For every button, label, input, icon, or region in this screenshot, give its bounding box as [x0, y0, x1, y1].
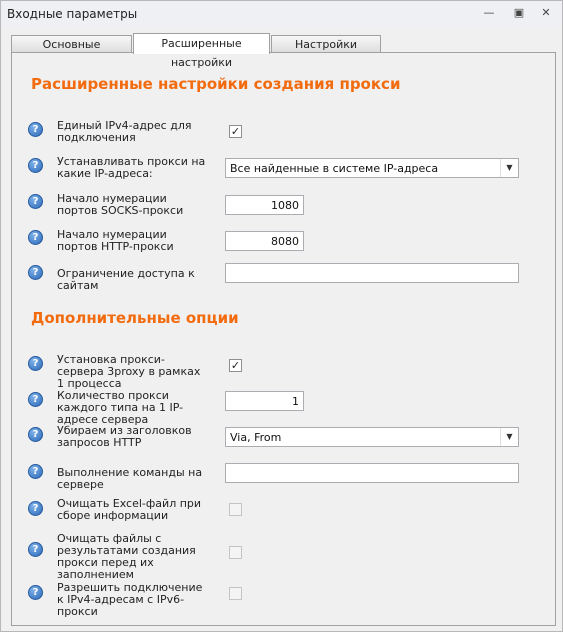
help-icon[interactable]: ? — [28, 158, 43, 173]
help-icon[interactable]: ? — [28, 427, 43, 442]
help-icon[interactable]: ? — [28, 585, 43, 600]
help-icon[interactable]: ? — [28, 122, 43, 137]
chevron-down-icon[interactable]: ▼ — [500, 428, 518, 446]
label-install-on-ips: Устанавливать прокси на какие IP-адреса: — [57, 155, 206, 180]
help-icon[interactable]: ? — [28, 464, 43, 479]
help-icon[interactable]: ? — [28, 501, 43, 516]
label-strip-headers: Убираем из заголовков запросов HTTP — [57, 424, 192, 449]
input-access-limit[interactable] — [225, 263, 519, 283]
input-socks-start[interactable] — [225, 195, 304, 215]
checkmark-icon: ✓ — [230, 359, 241, 372]
checkbox-clear-files[interactable] — [229, 546, 242, 559]
label-http-start: Начало нумерации портов HTTP-прокси — [57, 228, 174, 253]
help-icon[interactable]: ? — [28, 265, 43, 280]
checkbox-single-process[interactable] — [229, 359, 242, 372]
label-access-limit: Ограничение доступа к сайтам — [57, 267, 195, 292]
tab-basic-settings[interactable]: Основные — [11, 35, 132, 52]
checkbox-clear-excel[interactable] — [229, 503, 242, 516]
input-run-command[interactable] — [225, 463, 519, 483]
help-icon[interactable]: ? — [28, 356, 43, 371]
help-icon[interactable]: ? — [28, 542, 43, 557]
label-clear-files: Очищать файлы с результатами создания прокси перед их заполнением — [57, 532, 196, 581]
select-value: Via, From — [230, 431, 282, 444]
label-single-process: Установка прокси-сервера 3proxy в рамках 1 процесса — [57, 353, 201, 390]
help-icon[interactable]: ? — [28, 194, 43, 209]
select-value: Все найденные в системе IP-адреса — [230, 162, 439, 175]
maximize-button[interactable]: ▣ — [513, 6, 525, 19]
minimize-button[interactable]: — — [483, 6, 495, 19]
section-title-proxy-creation: Расширенные настройки создания прокси — [31, 75, 401, 93]
input-http-start[interactable] — [225, 231, 304, 251]
chevron-down-icon[interactable]: ▼ — [500, 159, 518, 177]
label-proxy-count: Количество прокси каждого типа на 1 IP-адресе сервера — [57, 389, 184, 426]
tab-system-settings[interactable]: Настройки — [271, 35, 381, 52]
close-button[interactable]: ✕ — [541, 6, 551, 19]
input-proxy-count[interactable] — [225, 391, 304, 411]
title-bar — [1, 1, 562, 27]
select-strip-headers[interactable] — [225, 427, 519, 447]
checkbox-ipv4-via-ipv6[interactable] — [229, 587, 242, 600]
label-run-command: Выполнение команды на сервере — [57, 466, 203, 491]
label-clear-excel: Очищать Excel-файл при сборе информации — [57, 497, 202, 522]
window-title: Входные параметры — [7, 7, 138, 21]
label-ipv4-via-ipv6: Разрешить подключение к IPv4-адресам с IPv6-прокси — [57, 581, 203, 618]
select-install-on-ips[interactable] — [225, 158, 519, 178]
checkmark-icon: ✓ — [230, 125, 241, 138]
tab-advanced-settings[interactable]: Расширенные настройки — [133, 33, 270, 54]
section-title-additional-options: Дополнительные опции — [31, 309, 239, 327]
help-icon[interactable]: ? — [28, 392, 43, 407]
checkbox-single-ipv4[interactable] — [229, 125, 242, 138]
label-socks-start: Начало нумерации портов SOCKS-прокси — [57, 192, 184, 217]
help-icon[interactable]: ? — [28, 230, 43, 245]
label-single-ipv4: Единый IPv4-адрес для подключения — [57, 119, 192, 144]
